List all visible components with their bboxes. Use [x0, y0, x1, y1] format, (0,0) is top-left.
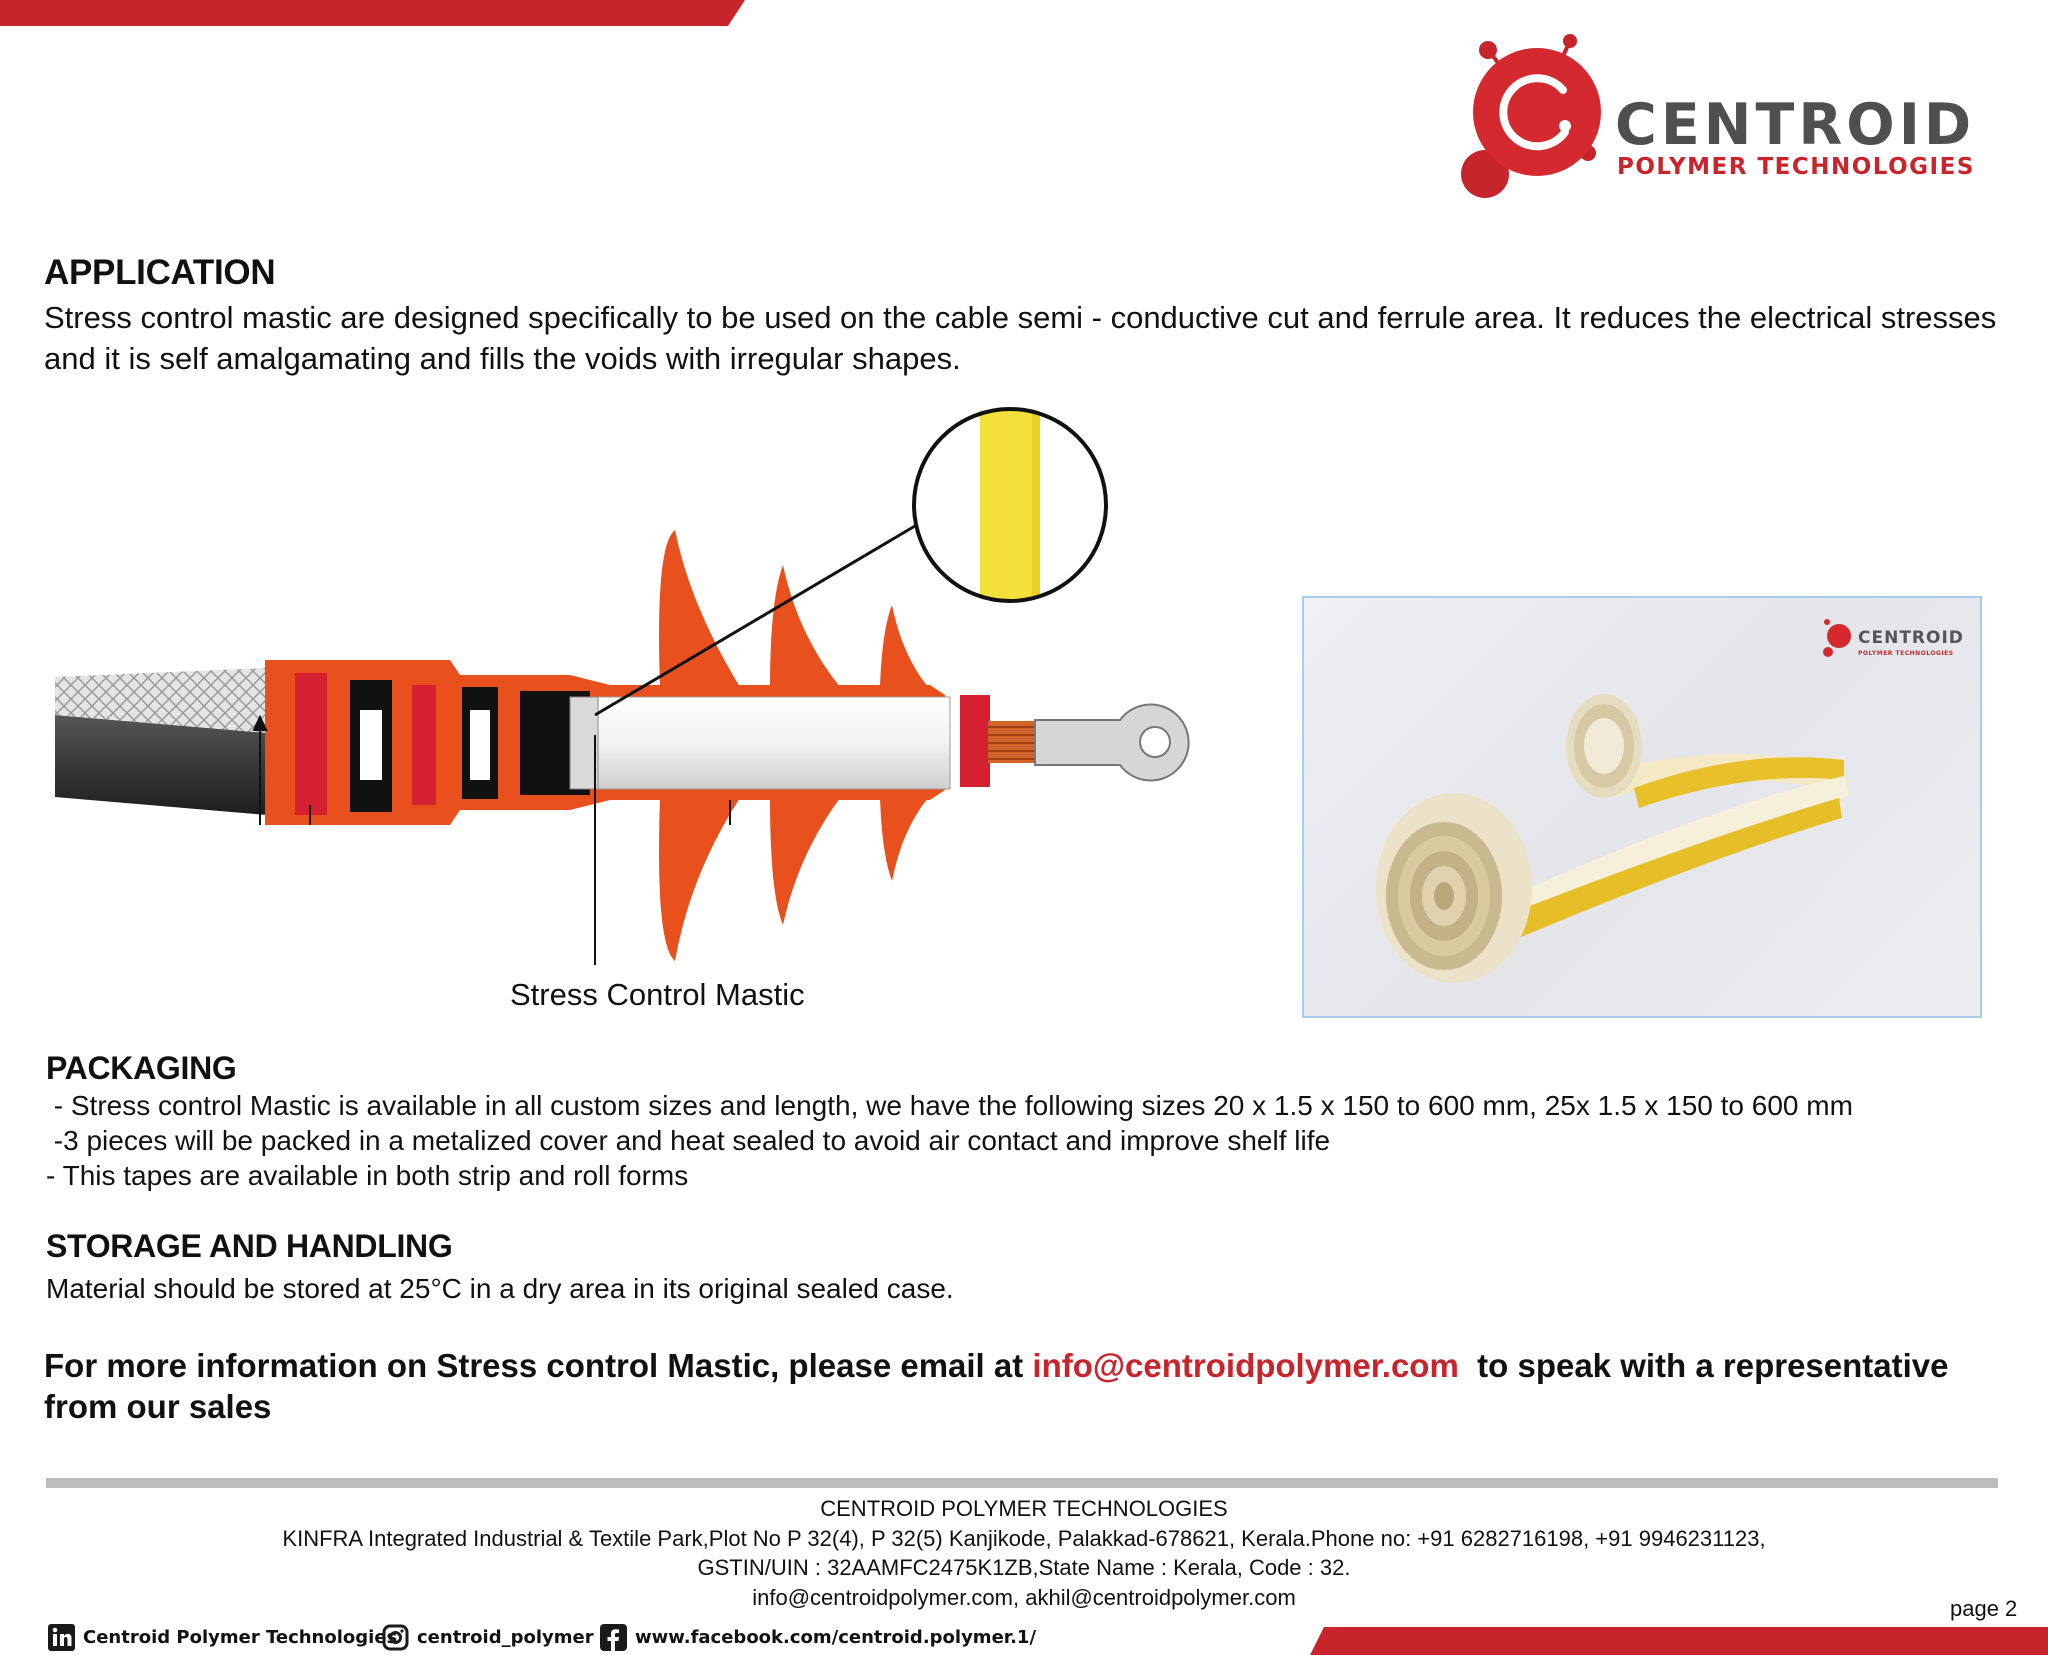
cta-email-link[interactable]: info@centroidpolymer.com	[1032, 1347, 1459, 1384]
product-photo	[1302, 596, 1982, 1018]
packaging-heading: PACKAGING	[46, 1050, 237, 1086]
cable-termination-diagram	[50, 405, 1210, 965]
packaging-line: - This tapes are available in both strip and roll forms	[46, 1160, 689, 1191]
packaging-line: -3 pieces will be packed in a metalized cover and heat sealed to avoid air contact and improve shelf life	[46, 1125, 1331, 1156]
facebook-link[interactable]	[600, 1622, 1036, 1652]
linkedin-icon	[48, 1624, 75, 1651]
diagram-label: Stress Control Mastic	[510, 977, 805, 1012]
footer-gstin: GSTIN/UIN : 32AAMFC2475K1ZB,State Name : Kerala, Code : 32.	[697, 1555, 1351, 1580]
photo-brand-tagline: POLYMER TECHNOLOGIES	[1858, 650, 1954, 657]
instagram-label: centroid_polymer	[417, 1626, 594, 1648]
cta-text-before: For more information on Stress control Mastic, please email at	[44, 1347, 1033, 1384]
footer-emails[interactable]: info@centroidpolymer.com, akhil@centroidpolymer.com	[752, 1584, 1296, 1610]
cta-text-after: to speak with a representative from our sales	[44, 1347, 1958, 1425]
instagram-link[interactable]	[382, 1622, 594, 1652]
page-number: page 2	[1950, 1596, 2018, 1621]
application-heading: APPLICATION	[44, 253, 276, 292]
bottom-accent-bar	[1310, 1627, 2048, 1655]
footer-address-block	[0, 1494, 2048, 1612]
logo-wordmark: CENTROID	[1615, 92, 1976, 158]
molecule-logo-icon	[1455, 24, 1605, 210]
instagram-icon	[382, 1624, 409, 1651]
storage-heading: STORAGE AND HANDLING	[46, 1228, 453, 1264]
logo-tagline: POLYMER TECHNOLOGIES	[1617, 154, 1975, 180]
photo-brand-name: CENTROID	[1858, 628, 1964, 648]
linkedin-link[interactable]	[48, 1622, 397, 1652]
mastic-rolls-image	[1304, 598, 1982, 1018]
packaging-line: - Stress control Mastic is available in all custom sizes and length, we have the following sizes 20 x 1.5 x 150 to 600 mm, 25x 1.5 x 150 to 600 mm	[46, 1090, 1853, 1121]
application-text: Stress control mastic are designed specifically to be used on the cable semi - conductive cut and ferrule area. It reduces the electrical stresses and it is self amalgamating and fills the voids with irregular shapes.	[44, 300, 1997, 376]
company-logo	[1455, 24, 1995, 210]
footer-company-name: CENTROID POLYMER TECHNOLOGIES	[820, 1496, 1228, 1521]
facebook-label: www.facebook.com/centroid.polymer.1/	[635, 1626, 1037, 1648]
contact-call-to-action	[44, 1345, 2004, 1427]
storage-text: Material should be stored at 25°C in a dry area in its original sealed case.	[46, 1273, 954, 1304]
footer-address: KINFRA Integrated Industrial & Textile Park,Plot No P 32(4), P 32(5) Kanjikode, Palakkad-678621, Kerala.Phone no: +91 6282716198, +91 9946231123,	[282, 1525, 1766, 1551]
linkedin-label: Centroid Polymer Technologies	[83, 1626, 398, 1648]
top-accent-bar	[0, 0, 745, 26]
facebook-icon	[600, 1624, 627, 1651]
footer-divider	[46, 1478, 1998, 1488]
